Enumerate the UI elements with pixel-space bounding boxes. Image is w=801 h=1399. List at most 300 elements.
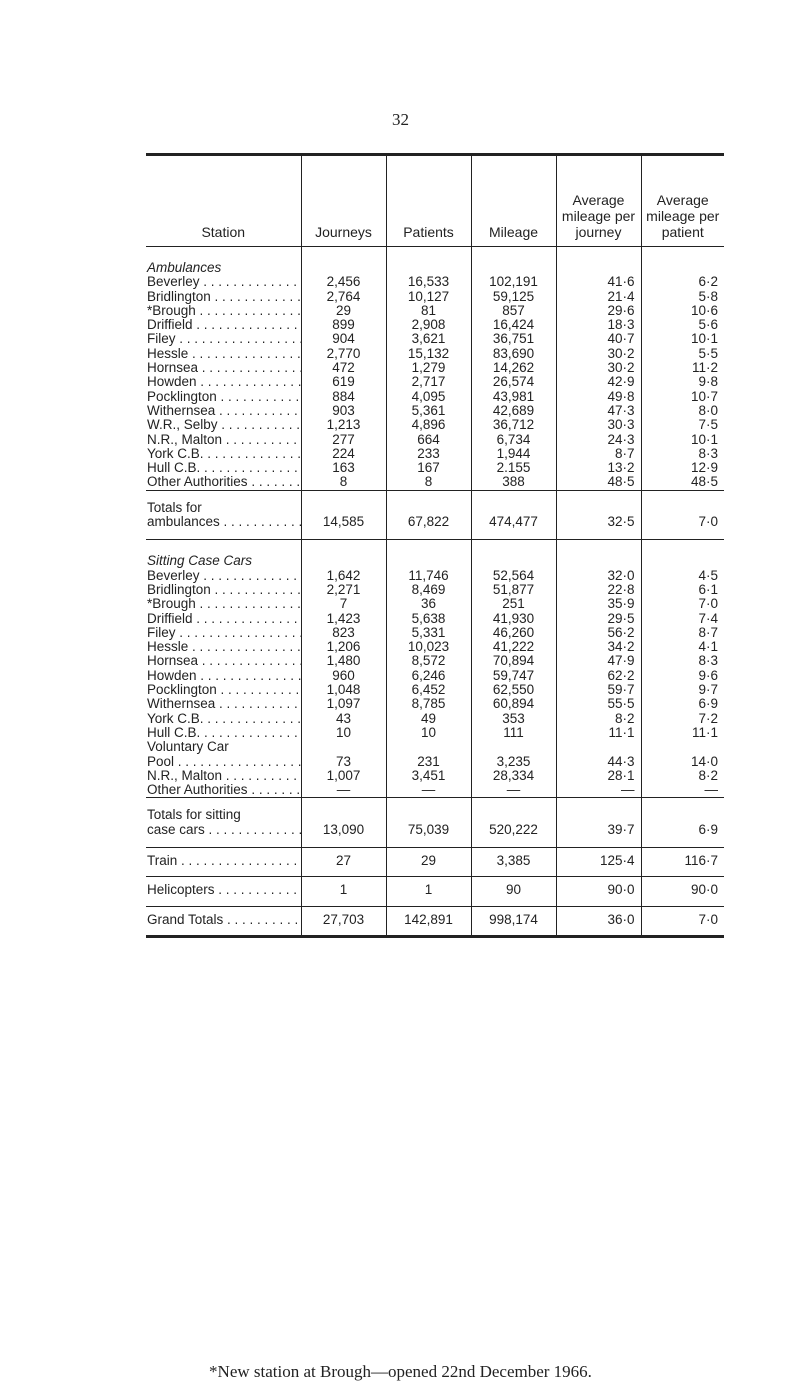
value-cell-patients: 4,095: [386, 390, 471, 404]
value-cell-per-journey: 30·2: [556, 347, 641, 361]
col-header-mileage: Mileage: [471, 155, 556, 247]
section-heading-row: [146, 247, 724, 276]
value-cell-per-journey: 29·5: [556, 612, 641, 626]
station-label: Howden: [147, 668, 197, 683]
value-cell-per-journey: 56·2: [556, 626, 641, 640]
station-cell: [146, 640, 301, 654]
dot-leader: [222, 769, 301, 783]
value-cell-per-journey: 48·5: [556, 475, 641, 490]
value-cell-per-journey: 30·2: [556, 361, 641, 375]
station-cell: [146, 275, 301, 289]
value-cell-journeys: 904: [301, 332, 386, 346]
value-cell-patients: 10,127: [386, 290, 471, 304]
voluntary-car-pool-line2: [146, 755, 724, 769]
value-cell-per-patient: —: [641, 783, 724, 798]
value-cell-per-patient: 9·8: [641, 375, 724, 389]
value-cell-per-journey: 47·3: [556, 404, 641, 418]
station-label: Beverley: [147, 275, 200, 290]
station-cell: [146, 347, 301, 361]
value-cell-mileage: 43,981: [471, 390, 556, 404]
station-label: Hull C.B.: [147, 461, 201, 476]
empty-cell: [386, 540, 471, 569]
empty-cell: [301, 798, 386, 823]
value-cell-per-journey: 32·5: [556, 515, 641, 540]
dot-leader: [222, 433, 301, 447]
empty-cell: [471, 490, 556, 515]
station-cell: [146, 712, 301, 726]
station-cell: [146, 906, 301, 936]
value-cell-journeys: 2,770: [301, 347, 386, 361]
value-cell-per-patient: 8·3: [641, 447, 724, 461]
value-cell-per-journey: 59·7: [556, 683, 641, 697]
value-cell-patients: 167: [386, 461, 471, 475]
value-cell-patients: —: [386, 783, 471, 798]
value-cell-per-patient: 8·7: [641, 626, 724, 640]
value-cell-mileage: 998,174: [471, 906, 556, 936]
grand-totals-row: [146, 906, 724, 936]
value-cell-per-patient: 48·5: [641, 475, 724, 490]
empty-cell: [556, 740, 641, 754]
dot-leader: [220, 515, 301, 529]
value-cell-per-patient: 5·5: [641, 347, 724, 361]
value-cell-mileage: 52,564: [471, 569, 556, 583]
value-cell-journeys: 899: [301, 318, 386, 332]
table-row: [146, 433, 724, 447]
value-cell-mileage: 102,191: [471, 275, 556, 289]
station-cell: [146, 433, 301, 447]
value-cell-per-journey: 34·2: [556, 640, 641, 654]
station-cell: [146, 798, 301, 823]
dot-leader: [177, 853, 301, 868]
value-cell-mileage: 2.155: [471, 461, 556, 475]
station-label: case cars: [147, 822, 205, 837]
value-cell-mileage: 28,334: [471, 769, 556, 783]
station-cell: [146, 697, 301, 711]
station-label: Beverley: [147, 568, 200, 583]
table-row: [146, 361, 724, 375]
empty-cell: [641, 740, 724, 754]
station-label: York C.B.: [147, 711, 204, 726]
value-cell-per-patient: 7·4: [641, 612, 724, 626]
value-cell-journeys: 13,090: [301, 823, 386, 848]
value-cell-mileage: 59,747: [471, 669, 556, 683]
dot-leader: [218, 418, 301, 432]
value-cell-per-patient: 9·6: [641, 669, 724, 683]
table-row: [146, 475, 724, 490]
dot-leader: [176, 626, 301, 640]
value-cell-journeys: 14,585: [301, 515, 386, 540]
station-label: W.R., Selby: [147, 418, 218, 433]
value-cell-journeys: 1,206: [301, 640, 386, 654]
station-label: Hessle: [147, 640, 189, 655]
station-cell: [146, 669, 301, 683]
table-row: [146, 418, 724, 432]
station-label: Hornsea: [147, 361, 199, 376]
value-cell-per-journey: 8·7: [556, 447, 641, 461]
value-cell-per-journey: 36·0: [556, 906, 641, 936]
dot-leader: [211, 583, 301, 597]
dot-leader: [211, 290, 301, 304]
value-cell-mileage: 857: [471, 304, 556, 318]
station-label: Hessle: [147, 346, 189, 361]
value-cell-mileage: 59,125: [471, 290, 556, 304]
dot-leader: [196, 304, 301, 318]
value-cell-journeys: 27,703: [301, 906, 386, 936]
station-cell: [146, 783, 301, 798]
value-cell-per-patient: 10·7: [641, 390, 724, 404]
col-header-patients: Patients: [386, 155, 471, 247]
value-cell-per-journey: 8·2: [556, 712, 641, 726]
value-cell-mileage: 6,734: [471, 433, 556, 447]
value-cell-journeys: 73: [301, 755, 386, 769]
station-label: ambulances: [147, 515, 220, 530]
value-cell-per-patient: 10·6: [641, 304, 724, 318]
value-cell-per-patient: 6·9: [641, 823, 724, 848]
value-cell-patients: 10: [386, 726, 471, 740]
value-cell-mileage: 520,222: [471, 823, 556, 848]
station-cell: [146, 877, 301, 906]
station-cell: [146, 290, 301, 304]
station-label: Totals for sitting: [147, 807, 241, 823]
value-cell-per-patient: 4·1: [641, 640, 724, 654]
empty-cell: [471, 247, 556, 276]
value-cell-patients: 3,621: [386, 332, 471, 346]
station-cell: [146, 418, 301, 432]
value-cell-journeys: 277: [301, 433, 386, 447]
station-label: Driffield: [147, 318, 193, 333]
value-cell-mileage: 111: [471, 726, 556, 740]
dot-leader: [215, 697, 301, 711]
value-cell-mileage: 42,689: [471, 404, 556, 418]
value-cell-per-patient: 6·1: [641, 583, 724, 597]
table-row: [146, 304, 724, 318]
dot-leader: [217, 683, 301, 697]
station-label: Train: [147, 852, 178, 868]
value-cell-mileage: 60,894: [471, 697, 556, 711]
sitting-totals-line1: [146, 798, 724, 823]
value-cell-patients: 8,785: [386, 697, 471, 711]
empty-cell: [556, 540, 641, 569]
empty-cell: [471, 740, 556, 754]
dot-leader: [196, 597, 301, 611]
value-cell-patients: 4,896: [386, 418, 471, 432]
transport-statistics-table: [146, 153, 724, 938]
sitting-totals-line2: [146, 823, 724, 848]
value-cell-per-patient: 7·0: [641, 906, 724, 936]
dot-leader: [205, 823, 301, 837]
header-row: [146, 155, 724, 247]
value-cell-per-patient: 4·5: [641, 569, 724, 583]
dot-leader: [215, 404, 301, 418]
value-cell-patients: 8,572: [386, 654, 471, 668]
value-cell-patients: 6,246: [386, 669, 471, 683]
value-cell-mileage: 62,550: [471, 683, 556, 697]
station-cell: [146, 740, 301, 754]
value-cell-journeys: 1,423: [301, 612, 386, 626]
station-cell: [146, 318, 301, 332]
station-label: N.R., Malton: [147, 432, 223, 447]
value-cell-mileage: —: [471, 783, 556, 798]
ambulance-totals-line1: [146, 490, 724, 515]
value-cell-per-journey: 28·1: [556, 769, 641, 783]
table-row: [146, 375, 724, 389]
value-cell-patients: 1: [386, 877, 471, 906]
table-row: [146, 583, 724, 597]
empty-cell: [301, 740, 386, 754]
empty-cell: [386, 247, 471, 276]
table-row: [146, 332, 724, 346]
value-cell-patients: 10,023: [386, 640, 471, 654]
value-cell-per-journey: —: [556, 783, 641, 798]
value-cell-per-journey: 47·9: [556, 654, 641, 668]
table-row: [146, 626, 724, 640]
value-cell-journeys: 7: [301, 597, 386, 611]
station-label: Helicopters: [147, 882, 215, 898]
station-label: Hornsea: [147, 654, 199, 669]
value-cell-mileage: 36,712: [471, 418, 556, 432]
value-cell-patients: 8: [386, 475, 471, 490]
value-cell-journeys: 27: [301, 847, 386, 876]
value-cell-patients: 49: [386, 712, 471, 726]
value-cell-mileage: 251: [471, 597, 556, 611]
station-label: Totals for: [147, 499, 202, 515]
value-cell-per-journey: 13·2: [556, 461, 641, 475]
value-cell-per-journey: 49·8: [556, 390, 641, 404]
value-cell-journeys: 8: [301, 475, 386, 490]
table-row: [146, 640, 724, 654]
station-label: Grand Totals: [147, 911, 224, 927]
value-cell-journeys: —: [301, 783, 386, 798]
station-cell: [146, 404, 301, 418]
empty-cell: [641, 490, 724, 515]
station-cell: [146, 332, 301, 346]
value-cell-journeys: 960: [301, 669, 386, 683]
dot-leader: [198, 361, 301, 375]
dot-leader: [188, 640, 301, 654]
station-label: Sitting Case Cars: [147, 553, 253, 569]
value-cell-per-journey: 44·3: [556, 755, 641, 769]
footnote: *New station at Brough—opened 22nd December 1966.: [209, 1362, 592, 1381]
table-row: [146, 783, 724, 798]
value-cell-patients: 3,451: [386, 769, 471, 783]
station-cell: [146, 447, 301, 461]
table-row: [146, 318, 724, 332]
value-cell-patients: 36: [386, 597, 471, 611]
value-cell-journeys: 224: [301, 447, 386, 461]
table-row: [146, 726, 724, 740]
station-cell: [146, 755, 301, 769]
station-cell: [146, 583, 301, 597]
value-cell-per-journey: 41·6: [556, 275, 641, 289]
station-cell: [146, 683, 301, 697]
value-cell-per-journey: 42·9: [556, 375, 641, 389]
empty-cell: [301, 540, 386, 569]
value-cell-per-patient: 6·2: [641, 275, 724, 289]
helicopters-row: [146, 877, 724, 906]
station-label: Filey: [147, 625, 176, 640]
station-label: Pocklington: [147, 683, 217, 698]
value-cell-per-journey: 40·7: [556, 332, 641, 346]
station-cell: [146, 375, 301, 389]
value-cell-per-patient: 7·2: [641, 712, 724, 726]
value-cell-journeys: 903: [301, 404, 386, 418]
value-cell-journeys: 619: [301, 375, 386, 389]
value-cell-journeys: 1,213: [301, 418, 386, 432]
station-label: Withernsea: [147, 403, 216, 418]
value-cell-per-journey: 35·9: [556, 597, 641, 611]
station-cell: [146, 569, 301, 583]
table-row: [146, 669, 724, 683]
value-cell-per-patient: 8·0: [641, 404, 724, 418]
station-cell: [146, 626, 301, 640]
station-cell: [146, 247, 301, 276]
value-cell-per-patient: 7·0: [641, 515, 724, 540]
value-cell-per-patient: 90·0: [641, 877, 724, 906]
value-cell-journeys: 1,097: [301, 697, 386, 711]
value-cell-patients: 15,132: [386, 347, 471, 361]
empty-cell: [556, 247, 641, 276]
station-cell: [146, 726, 301, 740]
station-cell: [146, 461, 301, 475]
empty-cell: [556, 798, 641, 823]
station-label: Withernsea: [147, 697, 216, 712]
value-cell-journeys: 472: [301, 361, 386, 375]
dot-leader: [248, 475, 301, 489]
value-cell-per-journey: 90·0: [556, 877, 641, 906]
value-cell-patients: 5,361: [386, 404, 471, 418]
table-row: [146, 447, 724, 461]
value-cell-per-patient: 8·3: [641, 654, 724, 668]
section-heading-row: [146, 540, 724, 569]
station-label: Bridlington: [147, 582, 211, 597]
value-cell-per-patient: 12·9: [641, 461, 724, 475]
value-cell-patients: 142,891: [386, 906, 471, 936]
value-cell-mileage: 51,877: [471, 583, 556, 597]
station-label: *Brough: [147, 303, 196, 318]
col-header-station: Station: [201, 224, 246, 240]
ambulance-totals-line2: [146, 515, 724, 540]
station-label: Driffield: [147, 611, 193, 626]
dot-leader: [198, 654, 301, 668]
station-label: York C.B.: [147, 446, 204, 461]
dot-leader: [188, 347, 301, 361]
dot-leader: [176, 332, 301, 346]
dot-leader: [193, 318, 301, 332]
value-cell-per-patient: 7·5: [641, 418, 724, 432]
dot-leader: [174, 755, 301, 769]
value-cell-per-patient: 9·7: [641, 683, 724, 697]
value-cell-journeys: 43: [301, 712, 386, 726]
value-cell-per-journey: 125·4: [556, 847, 641, 876]
table-row: [146, 404, 724, 418]
value-cell-per-journey: 55·5: [556, 697, 641, 711]
station-cell: [146, 847, 301, 876]
value-cell-patients: 5,638: [386, 612, 471, 626]
table-row: [146, 390, 724, 404]
page-number: 32: [392, 110, 409, 129]
value-cell-patients: 5,331: [386, 626, 471, 640]
value-cell-per-patient: 11·1: [641, 726, 724, 740]
empty-cell: [641, 540, 724, 569]
value-cell-patients: 67,822: [386, 515, 471, 540]
empty-cell: [641, 247, 724, 276]
value-cell-per-patient: 5·6: [641, 318, 724, 332]
value-cell-per-journey: 22·8: [556, 583, 641, 597]
value-cell-mileage: 16,424: [471, 318, 556, 332]
station-label: Voluntary Car: [147, 740, 229, 755]
value-cell-per-journey: 21·4: [556, 290, 641, 304]
table-row: [146, 275, 724, 289]
dot-leader: [197, 375, 301, 389]
value-cell-per-journey: 11·1: [556, 726, 641, 740]
value-cell-per-journey: 62·2: [556, 669, 641, 683]
value-cell-per-journey: 29·6: [556, 304, 641, 318]
value-cell-per-journey: 39·7: [556, 823, 641, 848]
value-cell-mileage: 26,574: [471, 375, 556, 389]
value-cell-mileage: 3,385: [471, 847, 556, 876]
value-cell-per-patient: 116·7: [641, 847, 724, 876]
value-cell-per-patient: 6·9: [641, 697, 724, 711]
station-cell: [146, 654, 301, 668]
dot-leader: [200, 461, 301, 475]
empty-cell: [556, 490, 641, 515]
table-row: [146, 569, 724, 583]
station-label: Other Authorities: [147, 475, 248, 490]
station-label: N.R., Malton: [147, 768, 223, 783]
value-cell-mileage: 46,260: [471, 626, 556, 640]
table-row: [146, 697, 724, 711]
value-cell-journeys: 10: [301, 726, 386, 740]
value-cell-patients: 1,279: [386, 361, 471, 375]
value-cell-mileage: 388: [471, 475, 556, 490]
station-cell: [146, 390, 301, 404]
empty-cell: [471, 798, 556, 823]
value-cell-patients: 233: [386, 447, 471, 461]
value-cell-patients: 2,717: [386, 375, 471, 389]
station-cell: [146, 597, 301, 611]
value-cell-mileage: 41,930: [471, 612, 556, 626]
dot-leader: [248, 783, 301, 797]
station-label: *Brough: [147, 597, 196, 612]
empty-cell: [471, 540, 556, 569]
empty-cell: [386, 740, 471, 754]
table-row: [146, 597, 724, 611]
station-cell: [146, 540, 301, 569]
value-cell-journeys: 884: [301, 390, 386, 404]
value-cell-journeys: 163: [301, 461, 386, 475]
value-cell-journeys: 1,048: [301, 683, 386, 697]
value-cell-per-patient: 10·1: [641, 332, 724, 346]
table-row: [146, 612, 724, 626]
station-cell: [146, 490, 301, 515]
station-cell: [146, 769, 301, 783]
dot-leader: [200, 275, 301, 289]
station-label: Pool: [147, 754, 175, 769]
value-cell-journeys: 29: [301, 304, 386, 318]
value-cell-patients: 16,533: [386, 275, 471, 289]
value-cell-per-patient: 5·8: [641, 290, 724, 304]
empty-cell: [641, 798, 724, 823]
table-row: [146, 290, 724, 304]
table-row: [146, 712, 724, 726]
station-label: Ambulances: [147, 260, 222, 275]
station-cell: [146, 361, 301, 375]
value-cell-per-journey: 18·3: [556, 318, 641, 332]
value-cell-journeys: 2,456: [301, 275, 386, 289]
station-label: Filey: [147, 332, 176, 347]
value-cell-journeys: 823: [301, 626, 386, 640]
station-cell: [146, 823, 301, 848]
